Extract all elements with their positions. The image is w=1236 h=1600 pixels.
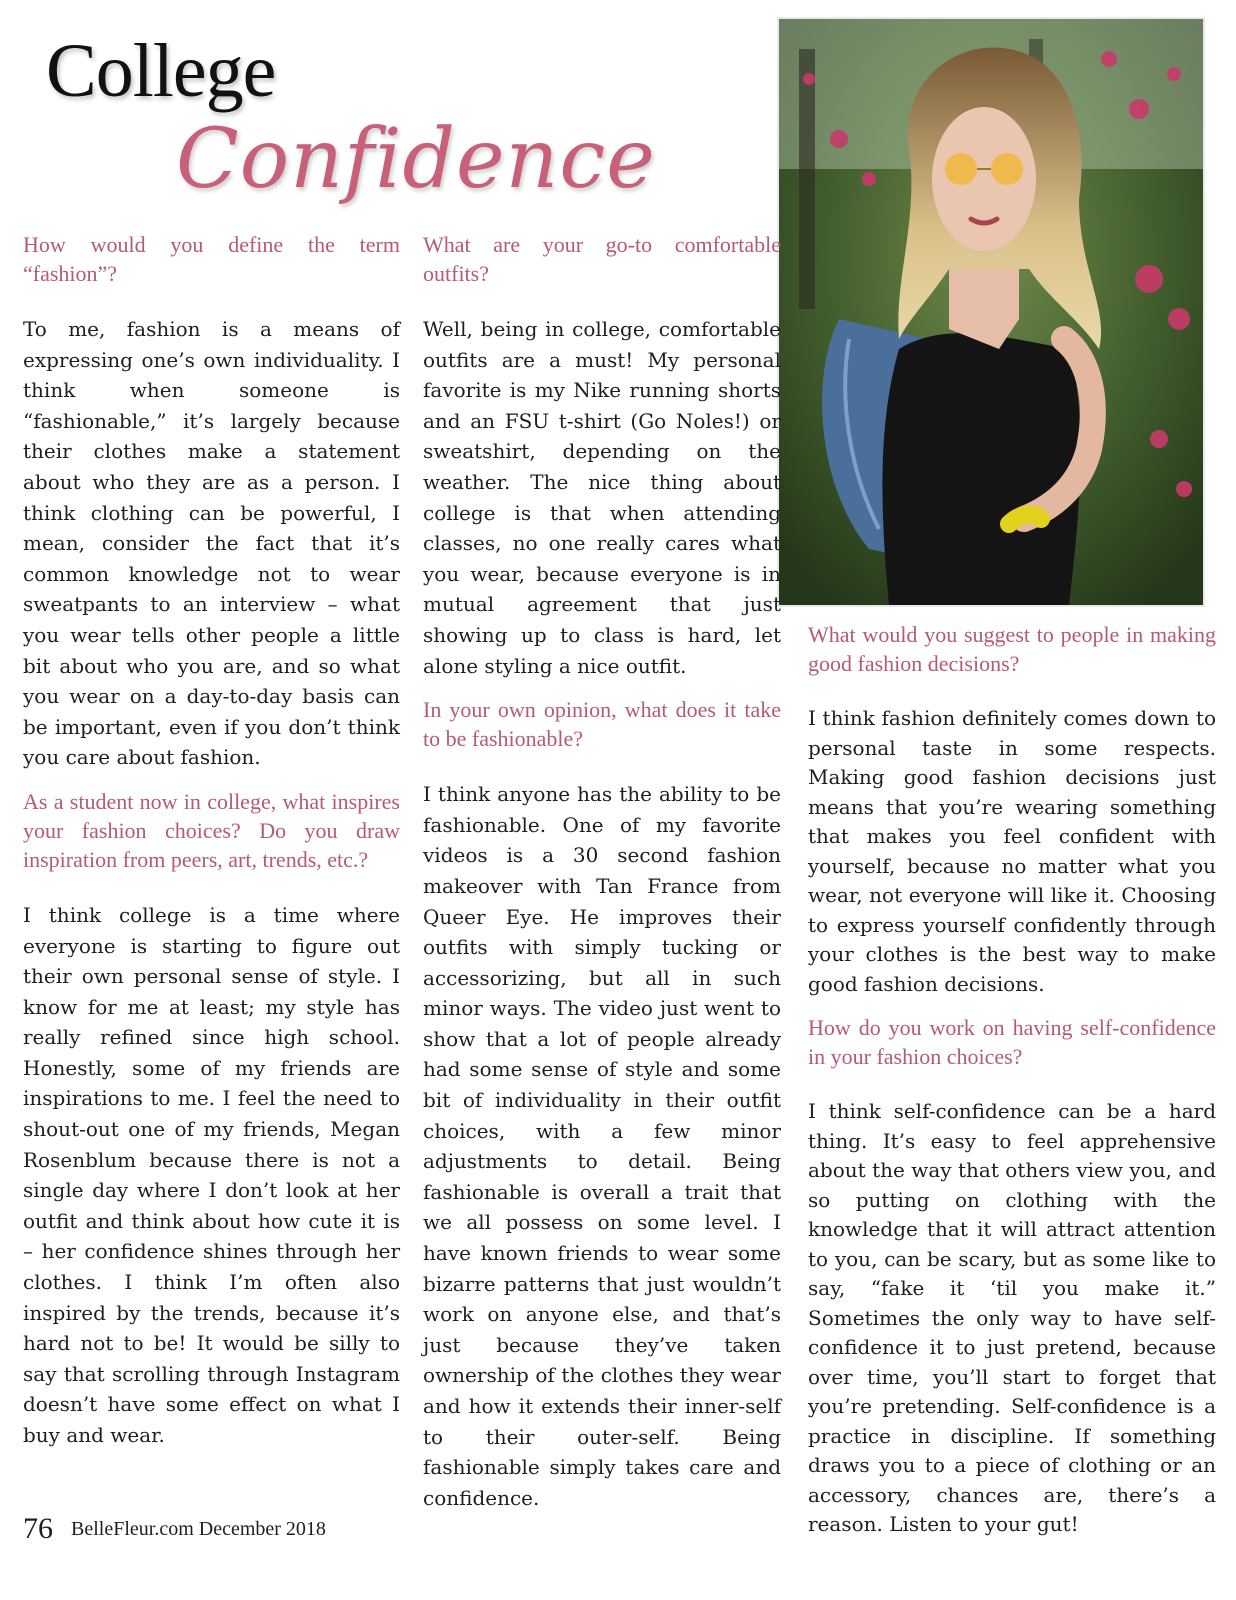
question-heading: As a student now in college, what inspires your fashion choices? Do you draw inspiration from peers, art, trends, etc.?	[23, 788, 400, 872]
answer-paragraph: I think anyone has the ability to be fashionable. One of my favorite videos is a 30 second fashion makeover with Tan France from Queer Eye. He improves their outfits with simply tucking or accessorizing, but all in such minor ways. The video just went to show that a lot of people already had some sense of style and some bit of individuality in their outfit choices, with a few minor adjustments to detail. Being fashionable is overall a trait that we all possess on some level. I have known friends to wear some bizarre patterns that just wouldn’t work on anyone else, and that’s just because they’ve taken ownership of the clothes they wear and how it extends their inner-self to their outer-self. Being fashionable simply takes care and confidence.	[423, 782, 781, 1510]
answer-paragraph: I think college is a time where everyone is starting to figure out their own personal sense of style. I know for me at least; my style has really refined since high school. Honestly, some of my friends are inspirations to me. I feel the need to shout-out one of my friends, Megan Rosenblum because there is not a single day where I don’t look at her outfit and think about how cute it is – her confidence shines through her clothes. I think I’m often also inspired by the trends, because it’s hard not to be! It would be silly to say that scrolling through Instagram doesn’t have some effect on what I buy and wear.	[23, 902, 400, 1447]
answer-paragraph: I think self-confidence can be a hard thing. It’s easy to feel apprehensive about the way that others view you, and so putting on clothing with the knowledge that it will attract attention to you, can be scary, but as some like to say, “fake it ‘til you make it.” Sometimes the only way to have self-confidence it to just pretend, because over time, you’ll start to forget that you’re pretending. Self-confidence is a practice in discipline. If something draws you to a piece of clothing or an accessory, chances are, there’s a reason. Listen to your gut!	[808, 1099, 1216, 1536]
page-number: 76	[23, 1512, 53, 1545]
portrait-photo	[777, 17, 1205, 607]
column-right	[808, 620, 1216, 1554]
answer-paragraph: To me, fashion is a means of expressing one’s own individuality. I think when someone is “fashionable,” it’s largely because their clothes make a statement about who they are as a person. I think clothing can be powerful, I mean, consider the fact that it’s common knowledge not to wear sweatpants to an interview – what you wear tells other people a little bit about who you are, and so what you wear on a day-to-day basis can be important, even if you don’t think you care about fashion.	[23, 317, 400, 770]
question-heading: What are your go-to comfortable outfits?	[423, 232, 781, 286]
photo-icon	[779, 19, 1203, 605]
column-left	[23, 230, 400, 1465]
question-heading: What would you suggest to people in making good fashion decisions?	[808, 622, 1216, 676]
answer-paragraph: Well, being in college, comfortable outfits are a must! My personal favorite is my Nike running shorts and an FSU t-shirt (Go Noles!) or sweatshirt, depending on the weather. The nice thing about college is that when attending classes, no one really cares what you wear, because everyone is in mutual agreement that just showing up to class is hard, let alone styling a nice outfit.	[423, 317, 781, 678]
column-middle	[423, 230, 781, 1527]
answer-paragraph: I think fashion definitely comes down to personal taste in some respects. Making good fashion decisions just means that you’re wearing something that makes you feel confident with yourself, because no matter what you wear, not everyone will like it. Choosing to express yourself confidently through your clothes is the best way to make good fashion decisions.	[808, 706, 1216, 996]
footer-publication: BelleFleur.com December 2018	[71, 1518, 326, 1540]
question-heading: How would you define the term “fashion”?	[23, 232, 400, 286]
page-footer	[23, 1512, 326, 1546]
question-heading: In your own opinion, what does it take to be fashionable?	[423, 697, 781, 752]
title-confidence: Confidence	[176, 112, 656, 207]
title-college: College	[46, 29, 276, 113]
question-heading: How do you work on having self-confidence in your fashion choices?	[808, 1015, 1216, 1069]
